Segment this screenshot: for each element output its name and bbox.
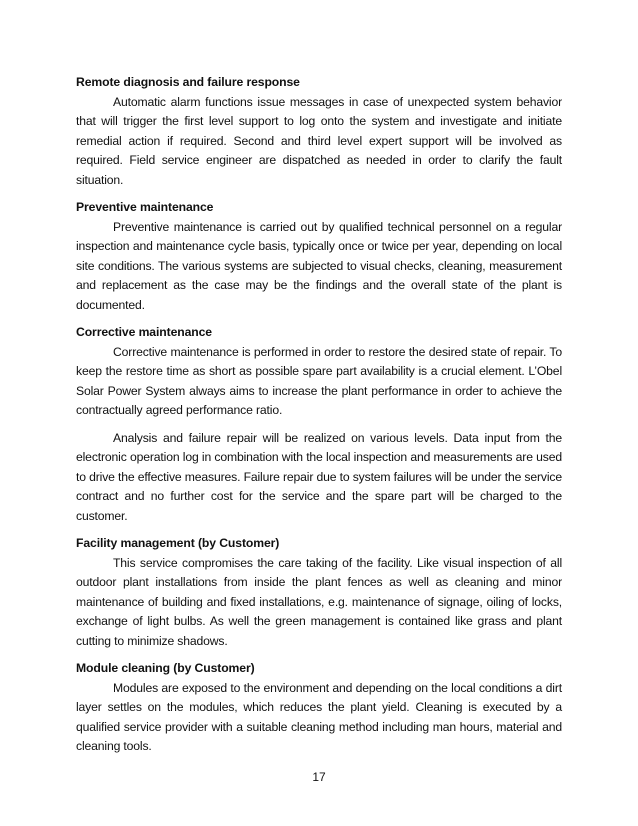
section-paragraph: Preventive maintenance is carried out by qualified technical personnel on a regular inspection and maintenance cycle basis, typically once or twice per year, depending on local site conditions. The various systems are subjected to visual checks, cleaning, measurement and replacement as the case may be the findings and the overall state of the plant is documented. xyxy=(76,219,562,312)
section-remote-diagnosis xyxy=(76,73,562,190)
section-corrective-maintenance xyxy=(76,323,562,526)
section-heading: Remote diagnosis and failure response xyxy=(76,75,300,89)
section-paragraph: Modules are exposed to the environment and depending on the local conditions a dirt layer settles on the modules, which reduces the plant yield. Cleaning is executed by a qualified service provider with a suitable cleaning method including man hours, material and cleaning tools. xyxy=(76,680,562,753)
section-paragraph: Analysis and failure repair will be realized on various levels. Data input from the electronic operation log in combination with the local inspection and measurements are used to drive the effective measures. Failure repair due to system failures will be under the service contract and no further cost for the service and the spare part will be charged to the customer. xyxy=(76,430,562,523)
section-paragraph: This service compromises the care taking of the facility. Like visual inspection of all outdoor plant installations from inside the plant fences as well as cleaning and minor maintenance of building and fixed installations, e.g. maintenance of signage, oiling of locks, exchange of light bulbs. As well the green management is contained like grass and plant cutting to minimize shadows. xyxy=(76,555,562,648)
section-preventive-maintenance xyxy=(76,198,562,315)
section-paragraph: Corrective maintenance is performed in order to restore the desired state of repair. To keep the restore time as short as possible spare part availability is a crucial element. L’Obel Solar Power System always aims to increase the plant performance in order to achieve the contractually agreed performance ratio. xyxy=(76,344,562,417)
document-page xyxy=(76,73,562,765)
section-module-cleaning xyxy=(76,659,562,757)
page-number: 17 xyxy=(312,770,326,784)
section-heading: Corrective maintenance xyxy=(76,325,212,339)
section-facility-management xyxy=(76,534,562,651)
section-paragraph: Automatic alarm functions issue messages in case of unexpected system behavior that will trigger the first level support to log onto the system and investigate and initiate remedial action if required. Second and third level expert support will be involved as required. Field service engineer are dispatched as needed in order to clarify the fault situation. xyxy=(76,94,562,187)
section-heading: Preventive maintenance xyxy=(76,200,214,214)
section-heading: Facility management (by Customer) xyxy=(76,536,280,550)
section-heading: Module cleaning (by Customer) xyxy=(76,661,255,675)
